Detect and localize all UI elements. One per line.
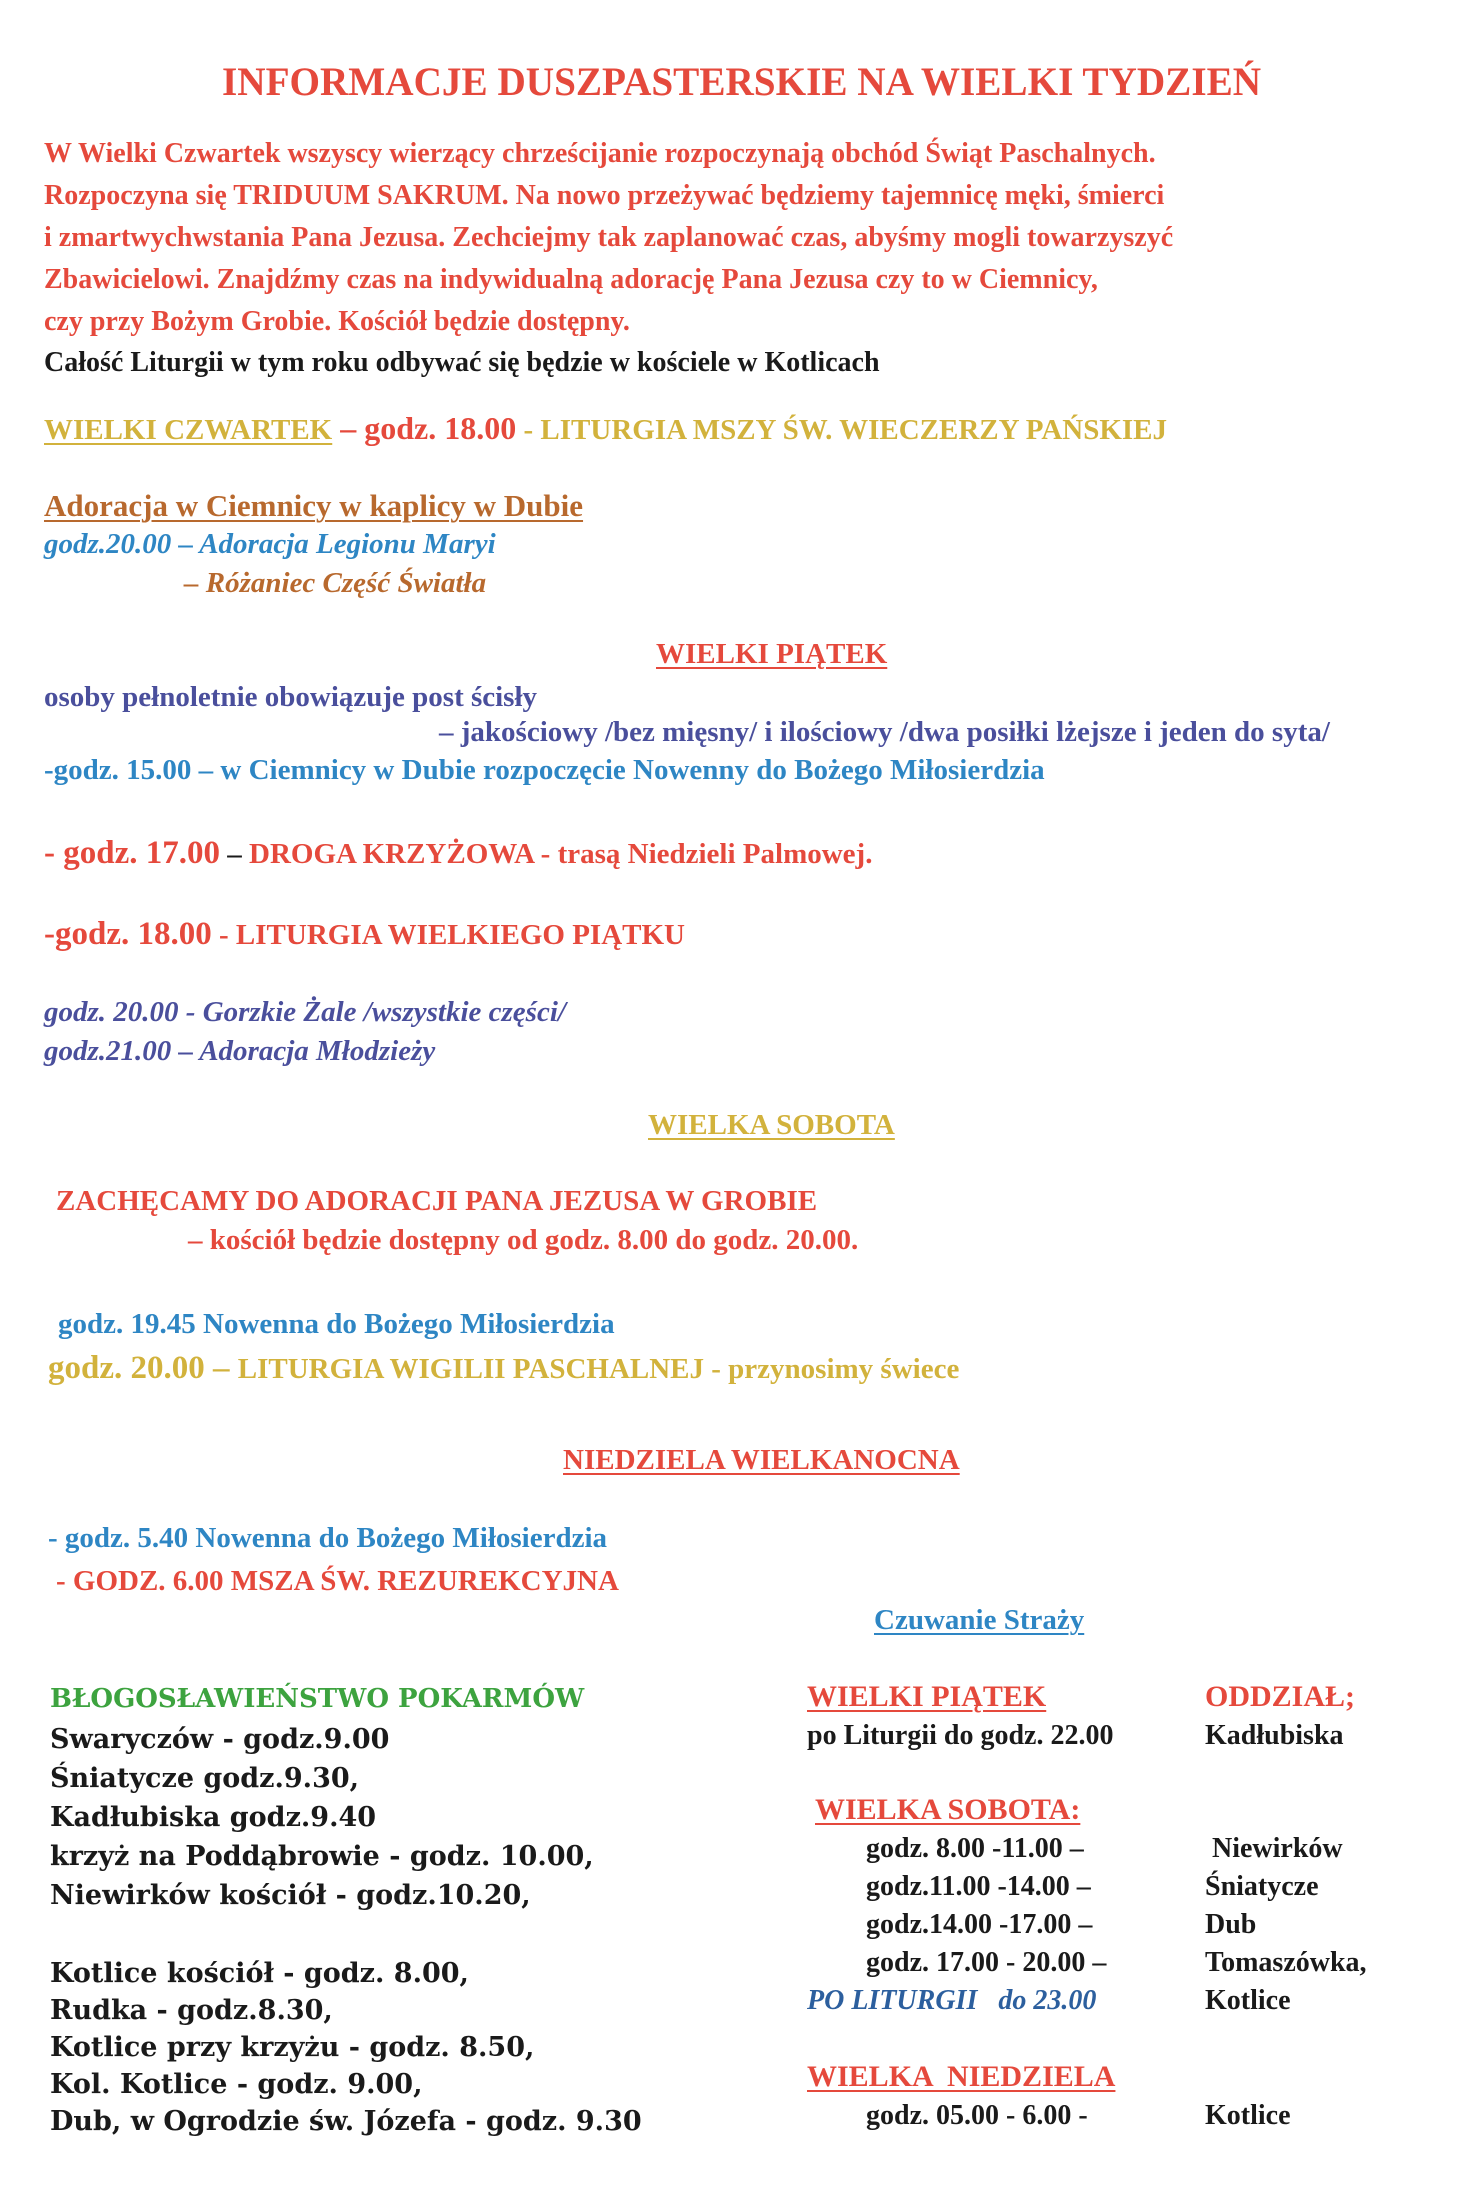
saturday-heading: WIELKA SOBOTA	[648, 1109, 895, 1141]
intro-note: Całość Liturgii w tym roku odbywać się będzie w kościele w Kotlicach	[44, 347, 880, 378]
thursday-heading: WIELKI CZWARTEK	[44, 414, 333, 446]
blessing-item: Dub, w Ogrodzie św. Józefa - godz. 9.30	[50, 2106, 642, 2137]
guard-time: godz.14.00 -17.00 –	[866, 1909, 1093, 1940]
adoration-legion: godz.20.00 – Adoracja Legionu Maryi	[44, 528, 496, 560]
saturday-invite: ZACHĘCAMY DO ADORACJI PANA JEZUSA W GROBIE	[56, 1185, 818, 1217]
sunday-heading: NIEDZIELA WIELKANOCNA	[563, 1444, 960, 1476]
blessing-item: Kotlice przy krzyżu - godz. 8.50,	[50, 2032, 535, 2063]
liturgy-event: - LITURGIA WIELKIEGO PIĄTKU	[211, 919, 685, 951]
guard-time: godz. 17.00 - 20.00 –	[866, 1947, 1107, 1978]
vigil-time: godz. 20.00 –	[48, 1350, 238, 1386]
guard-unit: Niewirków	[1212, 1833, 1343, 1864]
saturday-novena: godz. 19.45 Nowenna do Bożego Miłosierdzia	[58, 1308, 615, 1340]
intro-line: i zmartwychwstania Pana Jezusa. Zechciejmy tak zaplanować czas, abyśmy mogli towarzyszyć	[44, 222, 1174, 253]
guard-sunday-time: godz. 05.00 - 6.00 -	[866, 2100, 1088, 2131]
blessing-item: Rudka - godz.8.30,	[50, 1995, 333, 2026]
guard-unit-heading: ODDZIAŁ;	[1205, 1680, 1356, 1713]
sunday-novena: - godz. 5.40 Nowenna do Bożego Miłosierdzia	[48, 1522, 608, 1554]
friday-novena: -godz. 15.00 – w Ciemnicy w Dubie rozpoczęcie Nowenny do Bożego Miłosierdzia	[44, 754, 1045, 786]
blessing-item: Kadłubiska godz.9.40	[50, 1802, 377, 1833]
guard-time: godz. 8.00 -11.00 –	[866, 1833, 1084, 1864]
guard-sunday-unit: Kotlice	[1205, 2100, 1291, 2131]
page-title: INFORMACJE DUSZPASTERSKIE NA WIELKI TYDZIEŃ	[222, 59, 1262, 104]
way-event: DROGA KRZYŻOWA - trasą Niedzieli Palmowej.	[249, 838, 873, 870]
way-dash: –	[220, 838, 249, 870]
friday-liturgy	[44, 918, 685, 951]
thursday-line	[44, 412, 1167, 445]
friday-youth: godz.21.00 – Adoracja Młodzieży	[44, 1035, 436, 1067]
liturgy-time: -godz. 18.00	[44, 916, 212, 952]
guard-time-after-liturgy: PO LITURGII do 23.00	[807, 1985, 1097, 2016]
guard-sunday-heading: WIELKA NIEDZIELA	[807, 2060, 1116, 2093]
guard-unit: Tomaszówka,	[1205, 1947, 1367, 1978]
thursday-time: – godz. 18.00	[332, 410, 517, 446]
adoration-heading: Adoracja w Ciemnicy w kaplicy w Dubie	[44, 488, 584, 523]
intro-line: Rozpoczyna się TRIDUUM SAKRUM. Na nowo przeżywać będziemy tajemnicę męki, śmierci	[44, 180, 1165, 211]
guard-unit: Dub	[1205, 1909, 1257, 1940]
intro-line: czy przy Bożym Grobie. Kościół będzie dostępny.	[44, 306, 630, 337]
guard-friday-heading: WIELKI PIĄTEK	[807, 1680, 1047, 1713]
blessing-item: Śniatycze godz.9.30,	[50, 1763, 360, 1794]
adoration-rosary: – Różaniec Część Światła	[184, 567, 487, 599]
intro-line: Zbawicielowi. Znajdźmy czas na indywidualną adorację Pana Jezusa czy to w Ciemnicy,	[44, 264, 1098, 295]
blessing-item: Swaryczów - godz.9.00	[50, 1724, 390, 1755]
guard-friday-time: po Liturgii do godz. 22.00	[807, 1720, 1114, 1751]
guard-saturday-heading: WIELKA SOBOTA:	[815, 1793, 1081, 1826]
blessing-item: Kotlice kościół - godz. 8.00,	[50, 1958, 469, 1989]
sunday-mass: - GODZ. 6.00 MSZA ŚW. REZUREKCYJNA	[56, 1565, 619, 1597]
intro-line: W Wielki Czwartek wszyscy wierzący chrześcijanie rozpoczynają obchód Świąt Paschalnych.	[44, 138, 1156, 169]
guard-unit: Śniatycze	[1205, 1871, 1319, 1902]
friday-way-of-cross	[44, 837, 872, 870]
friday-heading: WIELKI PIĄTEK	[656, 638, 888, 670]
vigil-event: LITURGIA WIGILII PASCHALNEJ - przynosimy świece	[237, 1353, 960, 1385]
saturday-open: – kościół będzie dostępny od godz. 8.00 do godz. 20.00.	[188, 1224, 859, 1256]
thursday-event: - LITURGIA MSZY ŚW. WIECZERZY PAŃSKIEJ	[516, 414, 1168, 446]
guard-time: godz.11.00 -14.00 –	[866, 1871, 1091, 1902]
guard-heading: Czuwanie Straży	[874, 1604, 1085, 1636]
blessing-item: Kol. Kotlice - godz. 9.00,	[50, 2069, 423, 2100]
guard-friday-unit: Kadłubiska	[1205, 1720, 1344, 1751]
blessing-item: Niewirków kościół - godz.10.20,	[50, 1880, 531, 1911]
way-time: - godz. 17.00	[44, 835, 220, 871]
blessing-item: krzyż na Poddąbrowie - godz. 10.00,	[50, 1841, 594, 1872]
blessing-heading: BŁOGOSŁAWIEŃSTWO POKARMÓW	[50, 1684, 585, 1714]
friday-fast-2: – jakościowy /bez mięsny/ i ilościowy /dwa posiłki lżejsze i jeden do syta/	[439, 716, 1330, 748]
saturday-vigil	[48, 1352, 959, 1385]
guard-unit: Kotlice	[1205, 1985, 1291, 2016]
friday-fast-1: osoby pełnoletnie obowiązuje post ścisły	[44, 681, 538, 713]
friday-lament: godz. 20.00 - Gorzkie Żale /wszystkie części/	[44, 996, 566, 1028]
